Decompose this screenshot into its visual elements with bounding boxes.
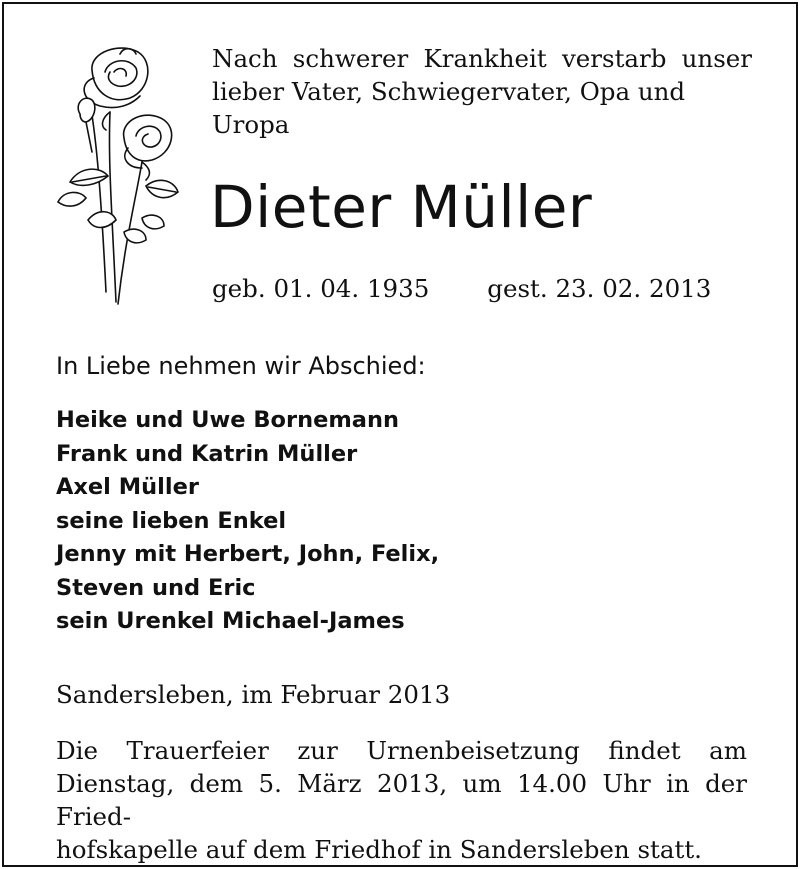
farewell-line: In Liebe nehmen wir Abschied: <box>56 352 426 380</box>
mourner-line: Axel Müller <box>56 474 199 500</box>
ceremony-line-1: Die Trauerfeier zur Urnenbeisetzung findet am <box>56 736 747 765</box>
obituary-notice <box>2 2 798 867</box>
intro-line-1: Nach schwerer Krankheit verstarb unser <box>212 44 752 73</box>
mourner-line: seine lieben Enkel <box>56 507 287 534</box>
mourner-line: Heike und Uwe Bornemann <box>56 407 400 433</box>
intro-line-2: lieber Vater, Schwiegervater, Opa und Uropa <box>212 77 686 139</box>
mourner-line: Jenny mit Herbert, John, Felix, <box>56 541 440 567</box>
place-and-date: Sandersleben, im Februar 2013 <box>56 680 451 709</box>
death-date: gest. 23. 02. 2013 <box>487 274 712 303</box>
ceremony-info <box>56 734 747 866</box>
mourner-line: Steven und Eric <box>56 574 256 601</box>
mourner-line: Frank und Katrin Müller <box>56 440 358 467</box>
ceremony-line-2: Dienstag, dem 5. März 2013, um 14.00 Uhr in der Fried- <box>56 769 747 831</box>
deceased-name: Dieter Müller <box>210 173 593 241</box>
rose-icon <box>50 42 185 317</box>
mourners-list <box>56 404 439 639</box>
intro-text <box>212 42 752 141</box>
mourner-line: sein Urenkel Michael-James <box>56 608 405 634</box>
life-dates <box>212 272 711 305</box>
ceremony-line-3: hofskapelle auf dem Friedhof in Sandersleben statt. <box>56 835 702 864</box>
birth-date: geb. 01. 04. 1935 <box>212 274 430 303</box>
